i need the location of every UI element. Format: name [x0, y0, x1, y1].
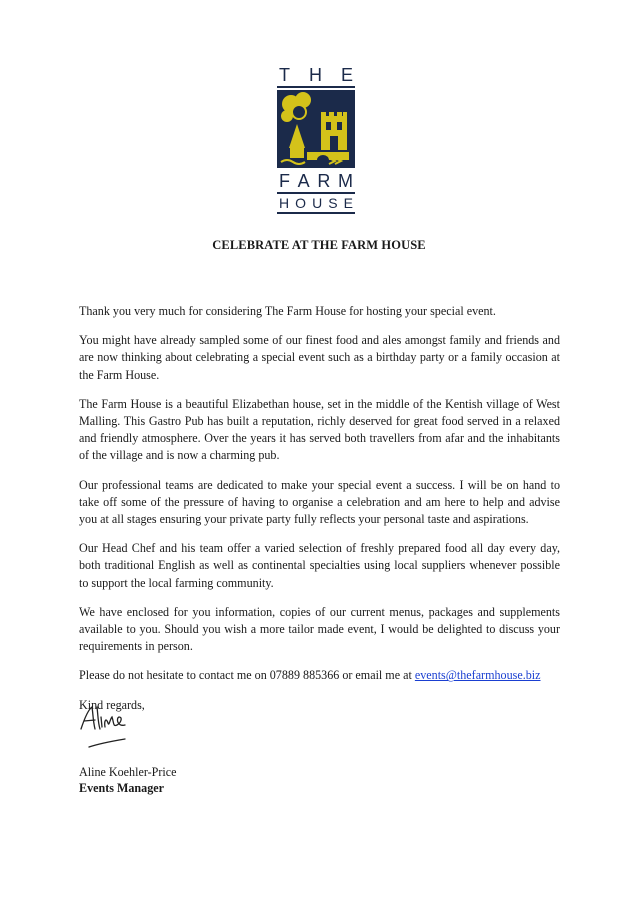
logo-letter: F	[279, 171, 290, 191]
logo-letter: S	[328, 195, 338, 211]
logo-letter: O	[295, 195, 307, 211]
paragraph: We have enclosed for you information, copies of our current menus, packages and supplements available to you. Should you wish a more tailor made event, I would be delighted to discuss your requirements in person.	[79, 604, 560, 654]
logo-letter: H	[279, 195, 290, 211]
logo-rule	[277, 86, 355, 88]
paragraph: Thank you very much for considering The Farm House for hosting your special event.	[79, 304, 496, 318]
logo-letter: H	[308, 65, 322, 85]
contact-text: Please do not hesitate to contact me on 07889 885366 or email me at	[79, 668, 415, 683]
signature-icon	[79, 703, 139, 755]
logo-letter: E	[340, 65, 353, 85]
logo-rule	[277, 212, 355, 214]
farm-house-emblem-icon	[277, 90, 355, 168]
logo-word-farm	[277, 172, 355, 190]
logo-letter: A	[297, 171, 310, 191]
logo-letter: T	[279, 65, 290, 85]
paragraph: The Farm House is a beautiful Elizabethan house, set in the middle of the Kentish village of West Malling. This Gastro Pub has built a reputation, richly deserved for great food served in a relaxed and friendly atmosphere. Over the years it has served both travellers from afar and the inhabitants of the village and is now a charming pub.	[79, 396, 560, 463]
logo-letter: R	[317, 171, 331, 191]
email-link[interactable]: events@thefarmhouse.biz	[414, 668, 541, 683]
logo-word-house	[277, 196, 355, 210]
paragraph: You might have already sampled some of our finest food and ales amongst family and friends and are now thinking about celebrating a special event such as a birthday party or a family occasion at the Farm House.	[79, 333, 560, 382]
signer-title: Events Manager	[79, 781, 164, 795]
contact-paragraph	[79, 667, 560, 684]
logo-letter: U	[312, 195, 323, 211]
paragraph: Our professional teams are dedicated to make your special event a success. I will be on hand to take off some of the pressure of having to organise a celebration and am here to help and advise you at all stages ensuring your private party fully reflects your personal taste and aspirations.	[79, 477, 560, 527]
logo-letter: E	[343, 195, 353, 211]
farm-house-logo	[277, 66, 355, 216]
logo-word-the	[277, 66, 355, 84]
signer-name: Aline Koehler-Price	[79, 765, 177, 779]
letter-heading: CELEBRATE AT THE FARM HOUSE	[212, 238, 426, 252]
letter-body	[79, 303, 560, 726]
closing: Kind regards,	[79, 697, 145, 712]
paragraph: Our Head Chef and his team offer a varied selection of freshly prepared food all day every day, both traditional English as well as continental specialties using local suppliers whenever possible to support the local farming community.	[79, 541, 560, 590]
logo-rule	[277, 192, 355, 194]
logo-letter: M	[337, 171, 353, 191]
